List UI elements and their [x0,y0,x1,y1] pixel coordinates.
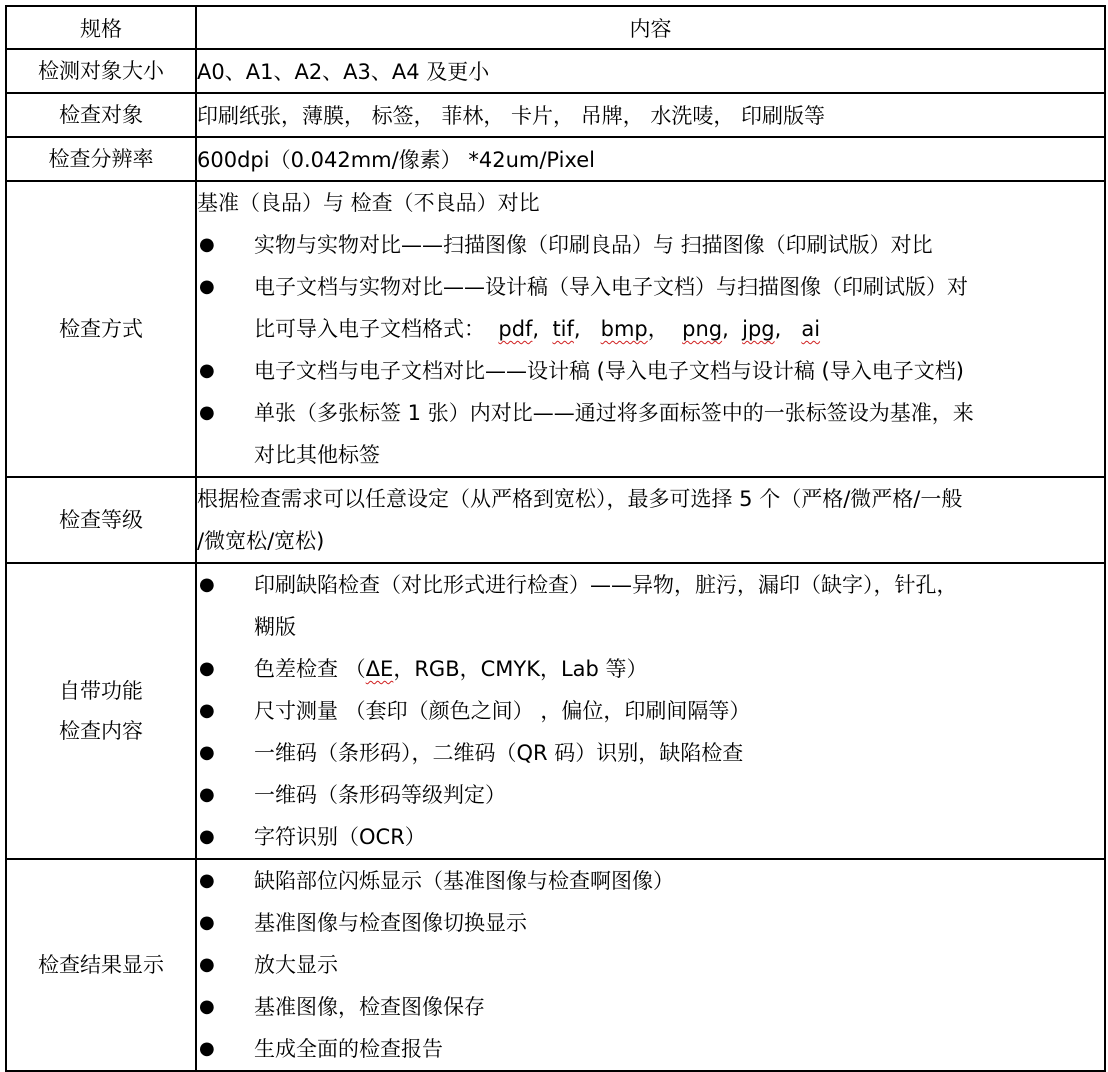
bullet-icon: ● [199,826,215,847]
list-item: ● 尺寸测量 （套印（颜色之间） ，偏位，印刷间隔等） [197,690,1104,732]
list-item: ● 单张（多张标签 1 张）内对比——通过将多面标签中的一张标签设为基准，来 对比其他标签 [197,392,1104,476]
row-key-method: 检查方式 [6,181,196,477]
row-value-resolution: 600dpi（0.042mm/像素） *42um/Pixel [196,137,1105,181]
row-key-results: 检查结果显示 [6,859,196,1071]
list-item: ● 一维码（条形码等级判定） [197,774,1104,816]
row-key-resolution: 检查分辨率 [6,137,196,181]
list-item: ● 色差检查 （ΔE，RGB，CMYK，Lab 等） [197,648,1104,690]
bullet-icon: ● [199,700,215,721]
header-content: 内容 [196,6,1105,49]
row-key-functions: 自带功能 检查内容 [6,563,196,859]
list-item: ● 字符识别（OCR） [197,816,1104,858]
bullet-icon: ● [199,870,215,891]
list-item: ● 基准图像与检查图像切换显示 [197,902,1104,944]
bullet-icon: ● [199,742,215,763]
list-item: ● 生成全面的检查报告 [197,1028,1104,1070]
row-value-method [196,181,1105,477]
list-item: ● 电子文档与实物对比——设计稿（导入电子文档）与扫描图像（印刷试版）对 比可导入电子文档格式： pdf, tif, bmp， png, jpg, ai [197,266,1104,350]
bullet-icon: ● [199,574,215,595]
row-value-functions [196,563,1105,859]
bullet-icon: ● [199,1038,215,1059]
list-item: ● 印刷缺陷检查（对比形式进行检查）——异物，脏污，漏印（缺字），针孔， 糊版 [197,564,1104,648]
row-key-size: 检测对象大小 [6,49,196,93]
table-row [6,137,1105,181]
bullet-icon: ● [199,954,215,975]
table-row [6,859,1105,1071]
spec-table [5,5,1106,1072]
bullet-icon: ● [199,402,215,423]
list-item: ● 实物与实物对比——扫描图像（印刷良品）与 扫描图像（印刷试版）对比 [197,224,1104,266]
table-row [6,49,1105,93]
list-item: ● 放大显示 [197,944,1104,986]
bullet-icon: ● [199,658,215,679]
bullet-icon: ● [199,360,215,381]
format-pdf: pdf [498,317,533,341]
list-item: ● 一维码（条形码），二维码（QR 码）识别，缺陷检查 [197,732,1104,774]
row-key-level: 检查等级 [6,477,196,563]
method-intro: 基准（良品）与 检查（不良品）对比 [197,191,540,215]
row-value-level: 根据检查需求可以任意设定（从严格到宽松），最多可选择 5 个（严格/微严格/一般 /微宽松/宽松) [196,477,1105,563]
format-ai: ai [801,317,821,341]
bullet-icon: ● [199,234,215,255]
list-item: ● 基准图像，检查图像保存 [197,986,1104,1028]
bullet-icon: ● [199,996,215,1017]
bullet-icon: ● [199,912,215,933]
list-item: ● 缺陷部位闪烁显示（基准图像与检查啊图像） [197,860,1104,902]
format-png: png [682,317,723,341]
row-value-size: A0、A1、A2、A3、A4 及更小 [196,49,1105,93]
row-value-objects: 印刷纸张，薄膜， 标签， 菲林， 卡片， 吊牌， 水洗唛， 印刷版等 [196,93,1105,137]
format-bmp: bmp [600,317,648,341]
bullet-icon: ● [199,784,215,805]
table-row [6,93,1105,137]
list-item: ● 电子文档与电子文档对比——设计稿 (导入电子文档与设计稿 (导入电子文档) [197,350,1104,392]
table-row [6,477,1105,563]
row-key-objects: 检查对象 [6,93,196,137]
format-tif: tif [552,317,574,341]
table-row [6,563,1105,859]
table-header-row [6,6,1105,49]
header-spec: 规格 [6,6,196,49]
bullet-icon: ● [199,276,215,297]
row-value-results [196,859,1105,1071]
table-row [6,181,1105,477]
format-jpg: jpg [742,317,775,341]
